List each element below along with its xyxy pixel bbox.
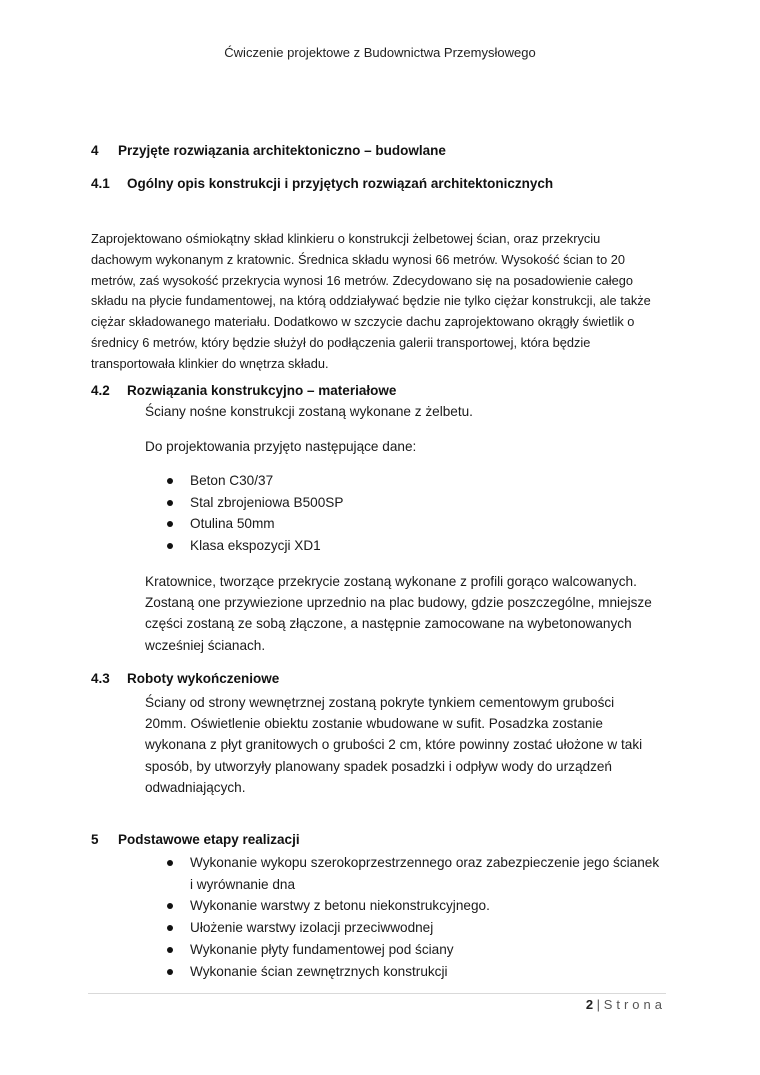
text-line: części zostaną ze sobą złączone, a następnie zamocowane na wybetonowanych [145,616,632,632]
text-line: średnicy 6 metrów, który będzie służył do podłączenia galerii transportowej, która będzie [91,334,591,350]
list-item: Ułożenie warstwy izolacji przeciwwodnej [166,917,659,939]
text-line: wykonana z płyt granitowych o grubości 2 cm, które powinny zostać ułożone w taki [145,737,643,753]
section-title: Przyjęte rozwiązania architektoniczno – budowlane [118,143,446,158]
list-item: Klasa ekspozycji XD1 [166,535,343,557]
section-number: 4.2 [91,383,110,398]
text-line: odwadniających. [145,779,246,795]
text-line: wcześniej ścianach. [145,637,266,653]
bullet-icon [167,500,173,506]
text-line: Ściany od strony wewnętrznej zostaną pokryte tynkiem cementowym grubości [145,695,615,710]
text-line: 20mm. Oświetlenie obiektu zostanie wbudowane w sufit. Posadzka zostanie [145,716,603,732]
page-number: 2 [585,997,594,1012]
text-line: sposób, by utworzyły planowany spadek posadzki i odpływ wody do urządzeń [145,758,612,774]
section-number: 4 [91,143,99,158]
bullet-icon [167,478,173,484]
section-4-heading [91,143,446,158]
text-line: składu na płycie fundamentowej, na którą oddziaływać będzie nie tylko ciężar konstrukcji, ale także [91,293,651,309]
text-line: ciężar składowanego materiału. Dodatkowo w szczycie dachu zaprojektowano okrągły świetlik o [91,314,635,330]
text-line: dachowym wykonanym z kratownic. Średnica składu wynosi 66 metrów. Wysokość ścian to 20 [91,251,626,267]
page-footer [586,997,666,1012]
section-4-2-heading [91,383,396,398]
list-item: Wykonanie wykopu szerokoprzestrzennego oraz zabezpieczenie jego ścianek i wyrównanie dna [166,852,659,895]
section-4-1-paragraph [91,229,651,375]
page-label: Strona [603,997,666,1012]
section-title: Podstawowe etapy realizacji [118,832,300,847]
bullet-icon [167,903,173,909]
section-title: Roboty wykończeniowe [127,671,280,686]
page-header: Ćwiczenie projektowe z Budownictwa Przemysłowego [224,45,536,60]
footer-separator: | [596,997,601,1012]
section-number: 4.1 [91,176,110,191]
section-4-2-paragraph [145,571,652,656]
section-number: 4.3 [91,671,110,686]
bullet-icon [167,521,173,527]
section-title: Ogólny opis konstrukcji i przyjętych rozwiązań architektonicznych [127,176,554,191]
section-4-2-intro: Ściany nośne konstrukcji zostaną wykonane z żelbetu. [145,404,473,419]
section-4-3-paragraph [145,692,642,798]
list-item: Wykonanie warstwy z betonu niekonstrukcyjnego. [166,895,659,917]
bullet-icon [167,925,173,931]
list-item: Wykonanie płyty fundamentowej pod ściany [166,939,659,961]
bullet-icon [167,860,173,866]
realization-stages-list [166,852,659,982]
bullet-icon [167,947,173,953]
text-line: Zostaną one przywiezione uprzednio na plac budowy, gdzie poszczególne, mniejsze [145,595,652,611]
bullet-icon [167,543,173,549]
list-item: Otulina 50mm [166,513,343,535]
footer-divider [88,993,666,994]
list-item: Beton C30/37 [166,470,343,492]
section-title: Rozwiązania konstrukcyjno – materiałowe [127,383,397,398]
text-line: Kratownice, tworzące przekrycie zostaną wykonane z profili gorąco walcowanych. [145,574,637,589]
design-data-list [166,470,343,557]
text-line: transportowała klinkier do wnętrza składu. [91,355,329,371]
text-line: Zaprojektowano ośmiokątny skład klinkieru o konstrukcji żelbetowej ścian, oraz przekryciu [91,231,601,246]
section-4-2-data-intro: Do projektowania przyjęto następujące dane: [145,439,417,454]
section-4-3-heading [91,671,279,686]
section-5-heading [91,832,300,847]
section-number: 5 [91,832,99,847]
text-line: metrów, zaś wysokość przekrycia wynosi 16 metrów. Zdecydowano się na posadowienie całego [91,272,633,288]
section-4-1-heading [91,176,553,191]
list-item: Wykonanie ścian zewnętrznych konstrukcji [166,961,659,983]
list-item: Stal zbrojeniowa B500SP [166,492,343,514]
bullet-icon [167,969,173,975]
